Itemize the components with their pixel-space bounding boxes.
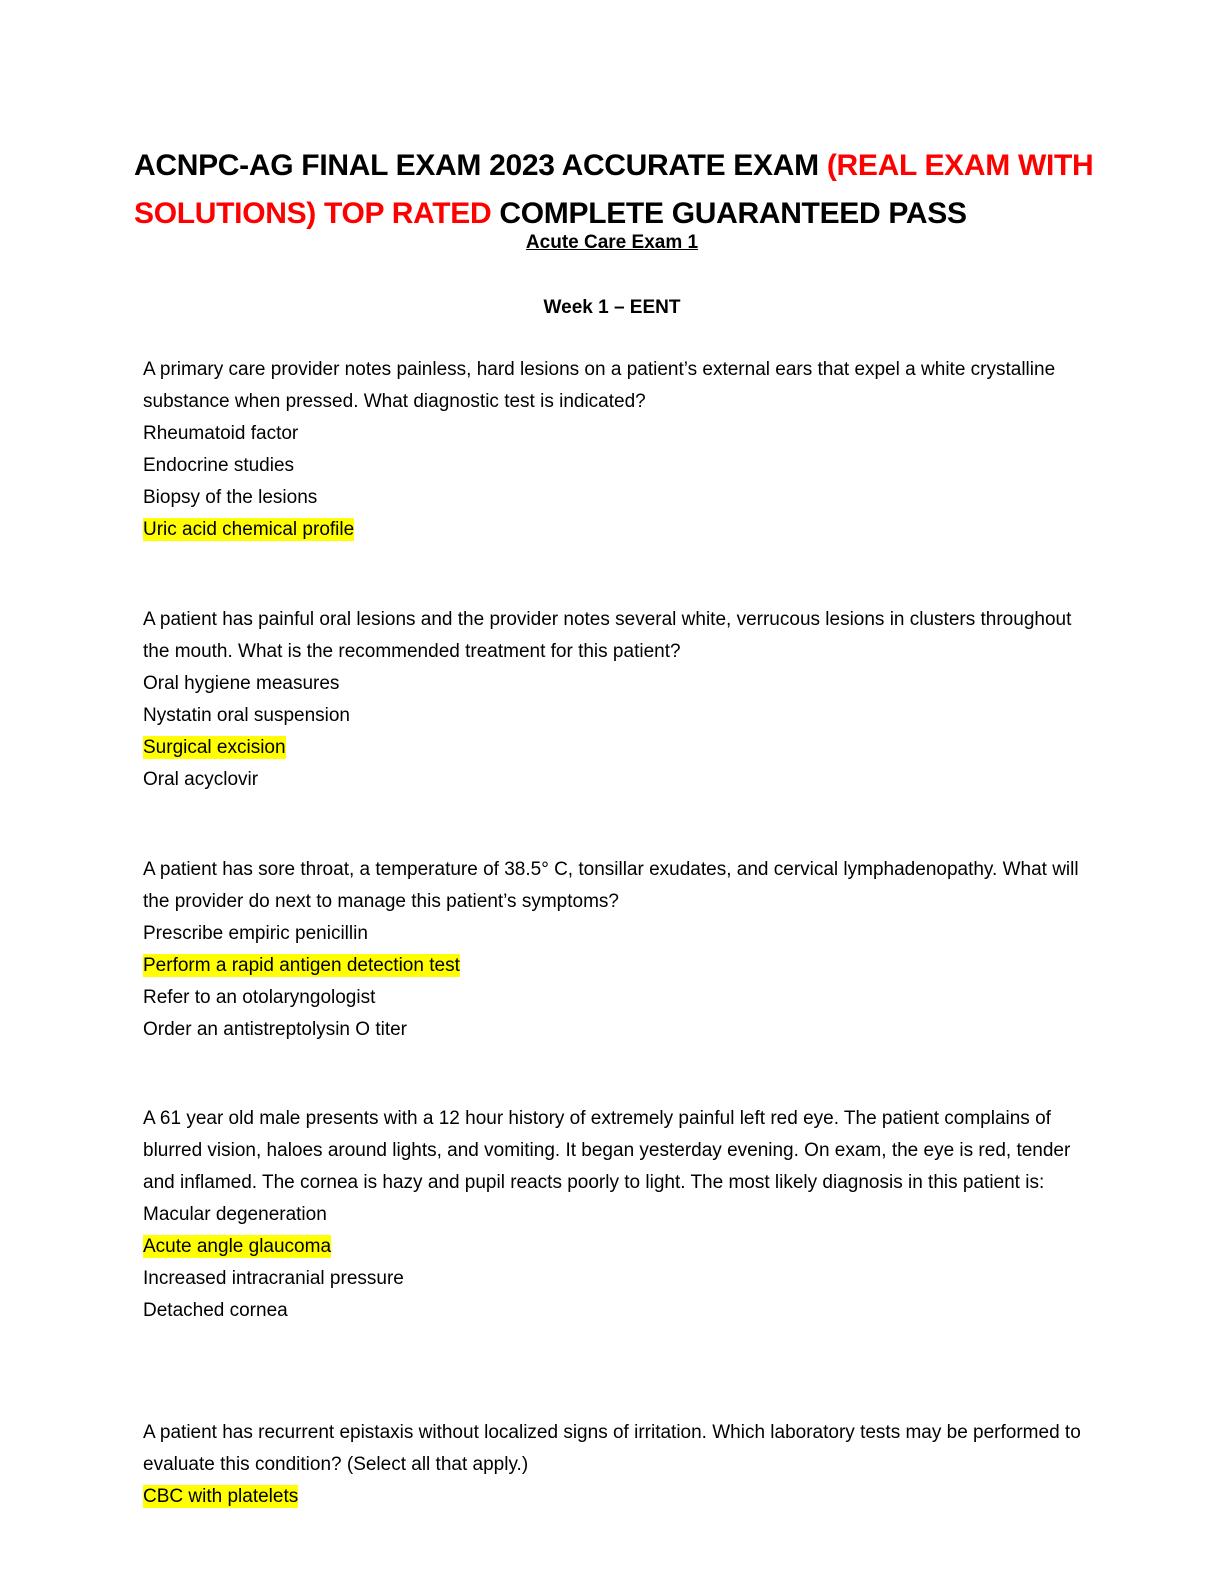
question-text: A primary care provider notes painless, hard lesions on a patient’s external ears that expel a white crystalline substance when pressed. What diagnostic test is indicated?: [143, 359, 1056, 412]
answer-option: Prescribe empiric penicillin: [143, 923, 368, 944]
question-5: [143, 1417, 1083, 1513]
answer-options: [143, 418, 1083, 546]
question-text: A patient has recurrent epistaxis without localized signs of irritation. Which laboratory tests may be performed to evaluate this condition? (Select all that apply.): [143, 1422, 1081, 1475]
answer-options: [143, 1481, 1083, 1513]
question-text: A patient has painful oral lesions and the provider notes several white, verrucous lesions in clusters throughout the mouth. What is the recommended treatment for this patient?: [143, 609, 1072, 662]
title-part-2-red: (REAL EXAM WITH SOLUTIONS) TOP RATED: [134, 149, 1094, 230]
document-title: [134, 142, 1094, 238]
answer-option: Endocrine studies: [143, 455, 295, 476]
question-text: A patient has sore throat, a temperature of 38.5° C, tonsillar exudates, and cervical lymphadenopathy. What will the provider do next to manage this patient’s symptoms?: [143, 859, 1079, 912]
answer-option: Biopsy of the lesions: [143, 487, 318, 508]
answer-option: Increased intracranial pressure: [143, 1268, 404, 1289]
answer-option-correct: Uric acid chemical profile: [143, 519, 355, 540]
question-text: A 61 year old male presents with a 12 hour history of extremely painful left red eye. The patient complains of blurred vision, haloes around lights, and vomiting. It began yesterday evening. On exam, the eye is red, tender and inflamed. The cornea is hazy and pupil reacts poorly to light. The most likely diagnosis in this patient is:: [143, 1108, 1071, 1193]
answer-options: [143, 668, 1083, 796]
answer-option: Refer to an otolaryngologist: [143, 987, 376, 1008]
answer-option: Oral acyclovir: [143, 769, 259, 790]
answer-option-correct: Perform a rapid antigen detection test: [143, 955, 460, 976]
question-2: [143, 604, 1083, 796]
answer-option: Order an antistreptolysin O titer: [143, 1019, 407, 1040]
question-1: [143, 354, 1083, 546]
answer-option: Detached cornea: [143, 1300, 288, 1321]
title-part-3: COMPLETE GUARANTEED PASS: [491, 197, 967, 230]
answer-option: Rheumatoid factor: [143, 423, 299, 444]
document-subtitle: Acute Care Exam 1: [525, 232, 699, 253]
answer-option: Nystatin oral suspension: [143, 705, 350, 726]
answer-option: Oral hygiene measures: [143, 673, 340, 694]
section-heading: Week 1 – EENT: [543, 297, 681, 318]
answer-option: Macular degeneration: [143, 1204, 327, 1225]
answer-options: [143, 1199, 1083, 1327]
answer-option-correct: Surgical excision: [143, 737, 286, 758]
answer-options: [143, 918, 1083, 1046]
question-3: [143, 854, 1083, 1046]
answer-option-correct: Acute angle glaucoma: [143, 1236, 332, 1257]
question-4: [143, 1103, 1083, 1327]
answer-option-correct: CBC with platelets: [143, 1486, 299, 1507]
title-part-1: ACNPC-AG FINAL EXAM 2023 ACCURATE EXAM: [134, 149, 827, 182]
